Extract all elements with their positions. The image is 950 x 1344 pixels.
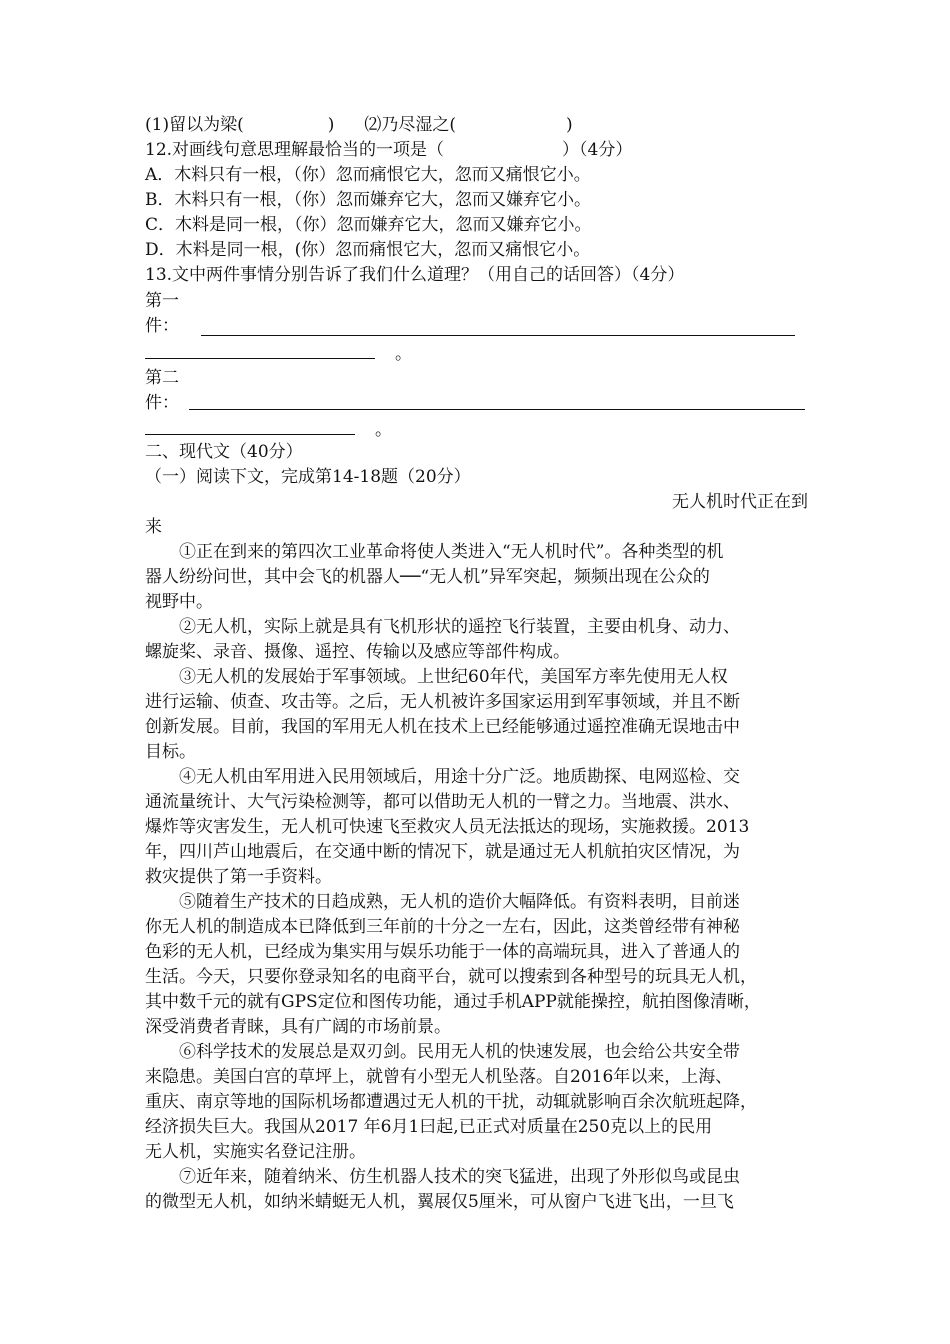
paragraph-2-line-2: 螺旋桨、录音、摄像、遥控、传输以及感应等部件构成。 [145,642,570,662]
paragraph-1-line-3: 视野中。 [145,592,213,612]
paragraph-6 [145,1040,808,1165]
section2-sub-heading: （一）阅读下文，完成第14-18题（20分） [145,467,471,487]
q12-option-d: D．木料是同一根，(你）忽而痛恨它大，忽而又痛恨它小。 [145,240,591,260]
paragraph-5-line-5: 其中数千元的就有GPS定位和图传功能，通过手机APP就能操控，航拍图像清晰， [145,992,761,1012]
paragraph-7-line-2: 的微型无人机，如纳米蜻蜓无人机，翼展仅5厘米，可从窗户飞进飞出，一旦飞 [145,1192,734,1212]
paragraph-3-line-4: 目标。 [145,742,196,762]
paragraph-6-line-1: ⑥科学技术的发展总是双刃剑。民用无人机的快速发展，也会给公共安全带 [179,1042,740,1062]
paragraph-7-line-1: ⑦近年来，随着纳米、仿生机器人技术的突飞猛进，出现了外形似鸟或昆虫 [179,1167,740,1187]
q11-line [145,113,808,138]
q11-item2-close: ) [566,115,573,135]
q11-item2: ⑵乃尽湿之( [364,115,456,135]
paragraph-5-line-3: 色彩的无人机，已经成为集实用与娱乐功能于一体的高端玩具，进入了普通人的 [145,942,740,962]
paragraph-4 [145,765,808,890]
paragraph-5 [145,890,808,1040]
article-title-line2: 来 [145,517,162,537]
paragraph-1 [145,540,808,615]
paragraph-5-line-2: 你无人机的制造成本已降低到三年前的十分之一左右，因此，这类曾经带有神秘 [145,917,740,937]
paragraph-4-line-3: 爆炸等灾害发生，无人机可快速飞至救灾人员无法抵达的现场，实施救援。2013 [145,817,750,837]
q13-first-label-a: 第一 [145,291,179,311]
q13-second-answer-line-1[interactable] [189,409,805,410]
q11-item1-close: ) [327,115,335,135]
q13-second-period: 。 [375,420,392,440]
q13-first-answer-line-1[interactable] [201,335,795,336]
section2-heading: 二、现代文（40分） [145,442,303,462]
paragraph-6-line-2: 来隐患。美国白宫的草坪上，就曾有小型无人机坠落。自2016年以来，上海、 [145,1067,733,1087]
q12-option-a: A．木料只有一根，（你）忽而痛恨它大，忽而又痛恨它小。 [145,165,591,185]
paragraph-6-line-5: 无人机，实施实名登记注册。 [145,1142,366,1162]
q11-item1: (1)留以为梁( [145,115,244,135]
paragraph-4-line-4: 年，四川芦山地震后，在交通中断的情况下，就是通过无人机航拍灾区情况，为 [145,842,740,862]
q12-option-c: C．木料是同一根，（你）忽而嫌弃它大，忽而又嫌弃它小。 [145,215,592,235]
paragraph-1-line-1: ①正在到来的第四次工业革命将使人类进入“无人机时代”。各种类型的机 [179,542,724,562]
paragraph-5-line-6: 深受消费者青睐，具有广阔的市场前景。 [145,1017,451,1037]
paragraph-7 [145,1165,808,1215]
q13-second-label-a: 第二 [145,368,179,388]
q13-second-answer-line-2[interactable] [145,434,355,435]
paragraph-6-line-4: 经济损失巨大。我国从2017 年6月1曰起,已正式对质量在250克以上的民用 [145,1117,713,1137]
q12-stem-line [145,138,808,163]
paragraph-4-line-5: 救灾提供了第一手资料。 [145,867,332,887]
paragraph-4-line-2: 通流量统计、大气污染检测等，都可以借助无人机的一臂之力。当地震、洪水、 [145,792,740,812]
paragraph-3-line-3: 创新发展。目前，我国的军用无人机在技术上已经能够通过遥控准确无误地击中 [145,717,740,737]
q12-stem-close: ）（4分） [562,140,633,160]
q13-first-period: 。 [395,344,412,364]
paragraph-3-line-1: ③无人机的发展始于军事领域。上世纪60年代，美国军方率先使用无人权 [179,667,728,687]
paragraph-5-line-1: ⑤随着生产技术的日趋成熟，无人机的造价大幅降低。有资料表明，目前迷 [179,892,740,912]
paragraph-4-line-1: ④无人机由军用进入民用领域后，用途十分广泛。地质勘探、电网巡检、交 [179,767,740,787]
paragraph-5-line-4: 生活。今天，只要你登录知名的电商平台，就可以搜索到各种型号的玩具无人机， [145,967,757,987]
q13-first-label-b: 件： [145,316,179,336]
q13-first-answer-line-2[interactable] [145,358,375,359]
q13-second-label-b: 件： [145,393,179,413]
article-title-line1: 无人机时代正在到 [672,492,808,512]
q12-stem: 12.对画线句意思理解最恰当的一项是（ [145,140,445,160]
paragraph-3-line-2: 进行运输、侦查、攻击等。之后，无人机被许多国家运用到军事领域，并且不断 [145,692,740,712]
q12-option-b: B．木料只有一根，（你）忽而嫌弃它大，忽而又嫌弃它小。 [145,190,591,210]
q13-stem: 13.文中两件事情分别告诉了我们什么道理？（用自己的话回答）（4分） [145,265,685,285]
paragraph-2-line-1: ②无人机，实际上就是具有飞机形状的遥控飞行装置，主要由机身、动力、 [179,617,740,637]
paragraph-3 [145,665,808,765]
paragraph-6-line-3: 重庆、南京等地的国际机场都遭遇过无人机的干扰，动辄就影响百余次航班起降， [145,1092,757,1112]
paragraph-1-line-2: 器人纷纷问世，其中会飞的机器人──“无人机”异军突起，频频出现在公众的 [145,567,710,587]
paragraph-2 [145,615,808,665]
